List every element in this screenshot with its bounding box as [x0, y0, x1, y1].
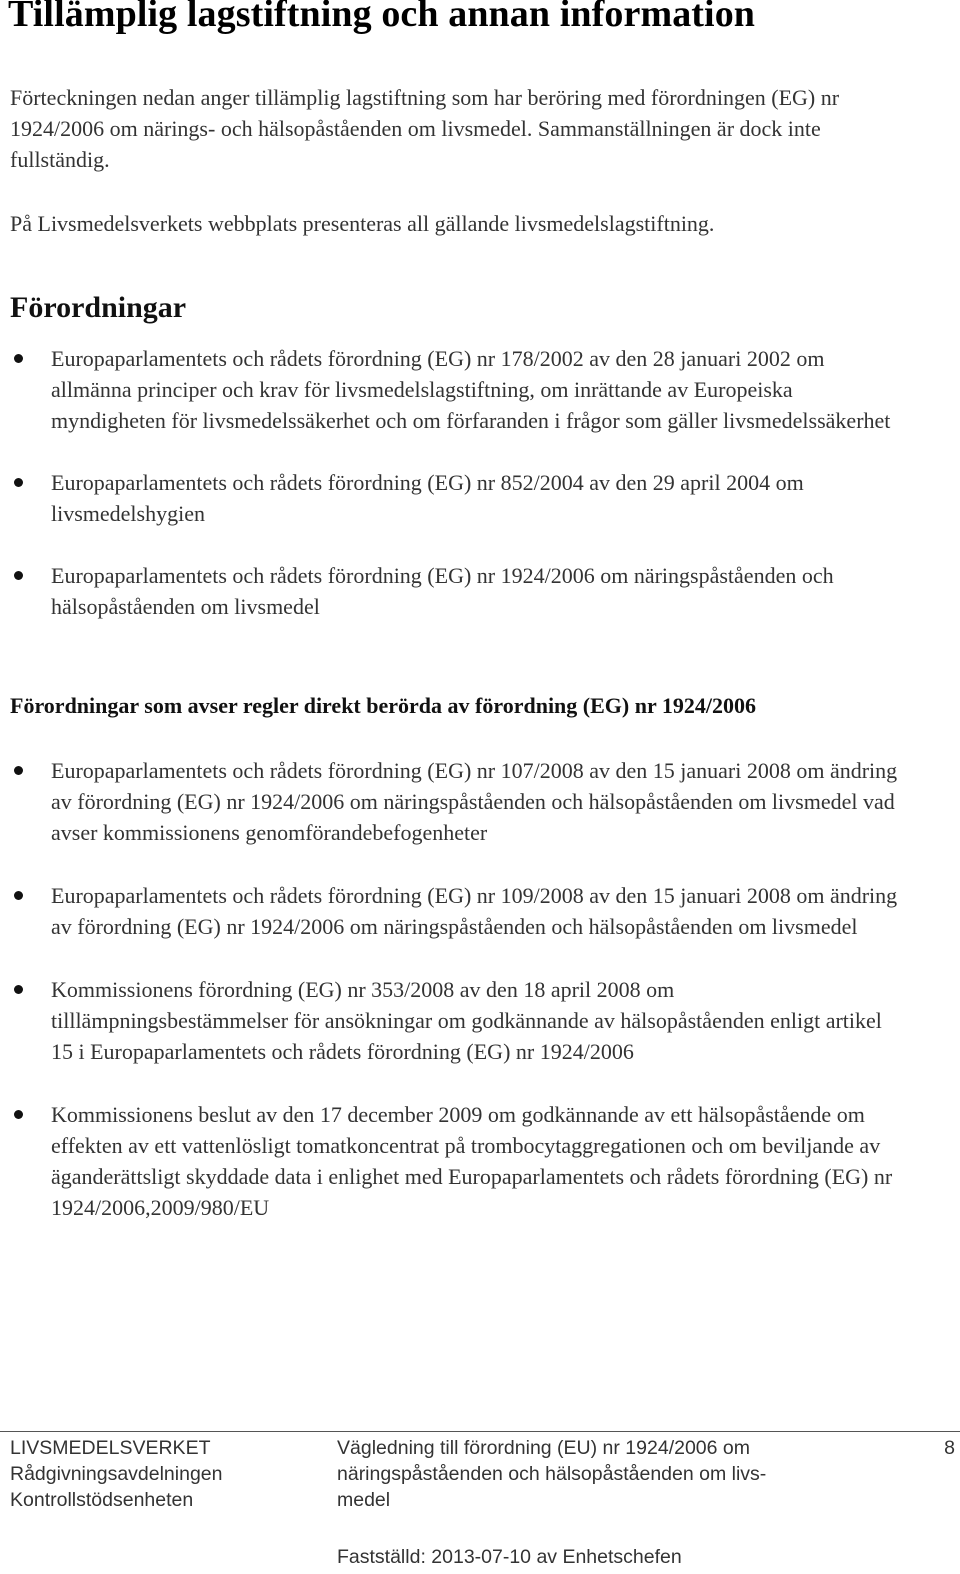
list-item-text: Europaparlamentets och rådets förordning (EG) nr 852/2004 av den 29 april 2004 om livsmedelshygien: [51, 470, 804, 526]
bullet-icon: [14, 766, 23, 775]
list-item-text: Kommissionens förordning (EG) nr 353/2008 av den 18 april 2008 om tilllämpningsbestämmelser för ansökningar om godkännande av hälsopåståenden enligt artikel 15 i Europaparlamentets och rådets förordning (EG) nr 1924/2006: [51, 977, 882, 1064]
bullet-icon: [14, 891, 23, 900]
section-heading: Förordningar: [10, 291, 187, 324]
bullet-icon: [14, 478, 23, 487]
footer-org-name: LIVSMEDELSVERKET: [10, 1437, 211, 1459]
footer-doc-line: Vägledning till förordning (EU) nr 1924/2006 om: [337, 1437, 750, 1459]
footer-unit: Kontrollstödsenheten: [10, 1489, 194, 1511]
footer-doc-line: medel: [337, 1489, 391, 1511]
page-number: 8: [944, 1437, 955, 1459]
list-item-text: Europaparlamentets och rådets förordning (EG) nr 109/2008 av den 15 januari 2008 om ändring av förordning (EG) nr 1924/2006 om näringspåståenden och hälsopåståenden om livsmedel: [51, 883, 898, 939]
list-item-text: Europaparlamentets och rådets förordning (EG) nr 107/2008 av den 15 januari 2008 om ändring av förordning (EG) nr 1924/2006 om näringspåståenden och hälsopåståenden om livsmedel vad avser kommissionens genomförandebefogenheter: [51, 758, 898, 845]
intro-paragraph-website: På Livsmedelsverkets webbplats presenteras all gällande livsmedelslagstiftning.: [10, 211, 715, 236]
established-note: Fastställd: 2013-07-10 av Enhetschefen: [337, 1546, 682, 1568]
footer-divider: [0, 1431, 960, 1432]
regulations-list: [0, 343, 900, 622]
list-item: [0, 755, 900, 848]
list-item: [0, 467, 900, 529]
list-item: [0, 343, 900, 436]
footer-organization: [10, 1435, 330, 1513]
list-item: [0, 560, 900, 622]
bullet-icon: [14, 985, 23, 994]
intro-paragraph: Förteckningen nedan anger tillämplig lagstiftning som har beröring med förordningen (EG) nr 1924/2006 om närings- och hälsopåståenden om livsmedel. Sammanställningen är dock inte fullständig.: [10, 85, 840, 172]
list-item-text: Kommissionens beslut av den 17 december 2009 om godkännande av ett hälsopåstående om effekten av ett vattenlösligt tomatkoncentrat på trombocytaggregationen och om beviljande av äganderättsligt skyddade data i enlighet med Europaparlamentets och rådets förordning (EG) nr 1924/2006,2009/980/EU: [51, 1102, 893, 1220]
bullet-icon: [14, 354, 23, 363]
bullet-icon: [14, 1110, 23, 1119]
sub-heading: Förordningar som avser regler direkt berörda av förordning (EG) nr 1924/2006: [10, 693, 756, 718]
page-title: Tillämplig lagstiftning och annan information: [8, 0, 756, 35]
bullet-icon: [14, 571, 23, 580]
list-item-text: Europaparlamentets och rådets förordning (EG) nr 178/2002 av den 28 januari 2002 om allmänna principer och krav för livsmedelslagstiftning, om inrättande av Europeiska myndigheten för livsmedelssäkerhet och om förfaranden i frågor som gäller livsmedelssäkerhet: [51, 346, 891, 433]
footer-doc-line: näringspåståenden och hälsopåståenden om livs-: [337, 1463, 767, 1485]
footer-document-title: [337, 1435, 857, 1513]
list-item: [0, 974, 900, 1067]
related-regulations-list: [0, 755, 900, 1223]
list-item: [0, 880, 900, 942]
footer-department: Rådgivningsavdelningen: [10, 1463, 223, 1485]
list-item: [0, 1099, 900, 1223]
list-item-text: Europaparlamentets och rådets förordning (EG) nr 1924/2006 om näringspåståenden och hälsopåståenden om livsmedel: [51, 563, 834, 619]
intro: [10, 82, 910, 239]
